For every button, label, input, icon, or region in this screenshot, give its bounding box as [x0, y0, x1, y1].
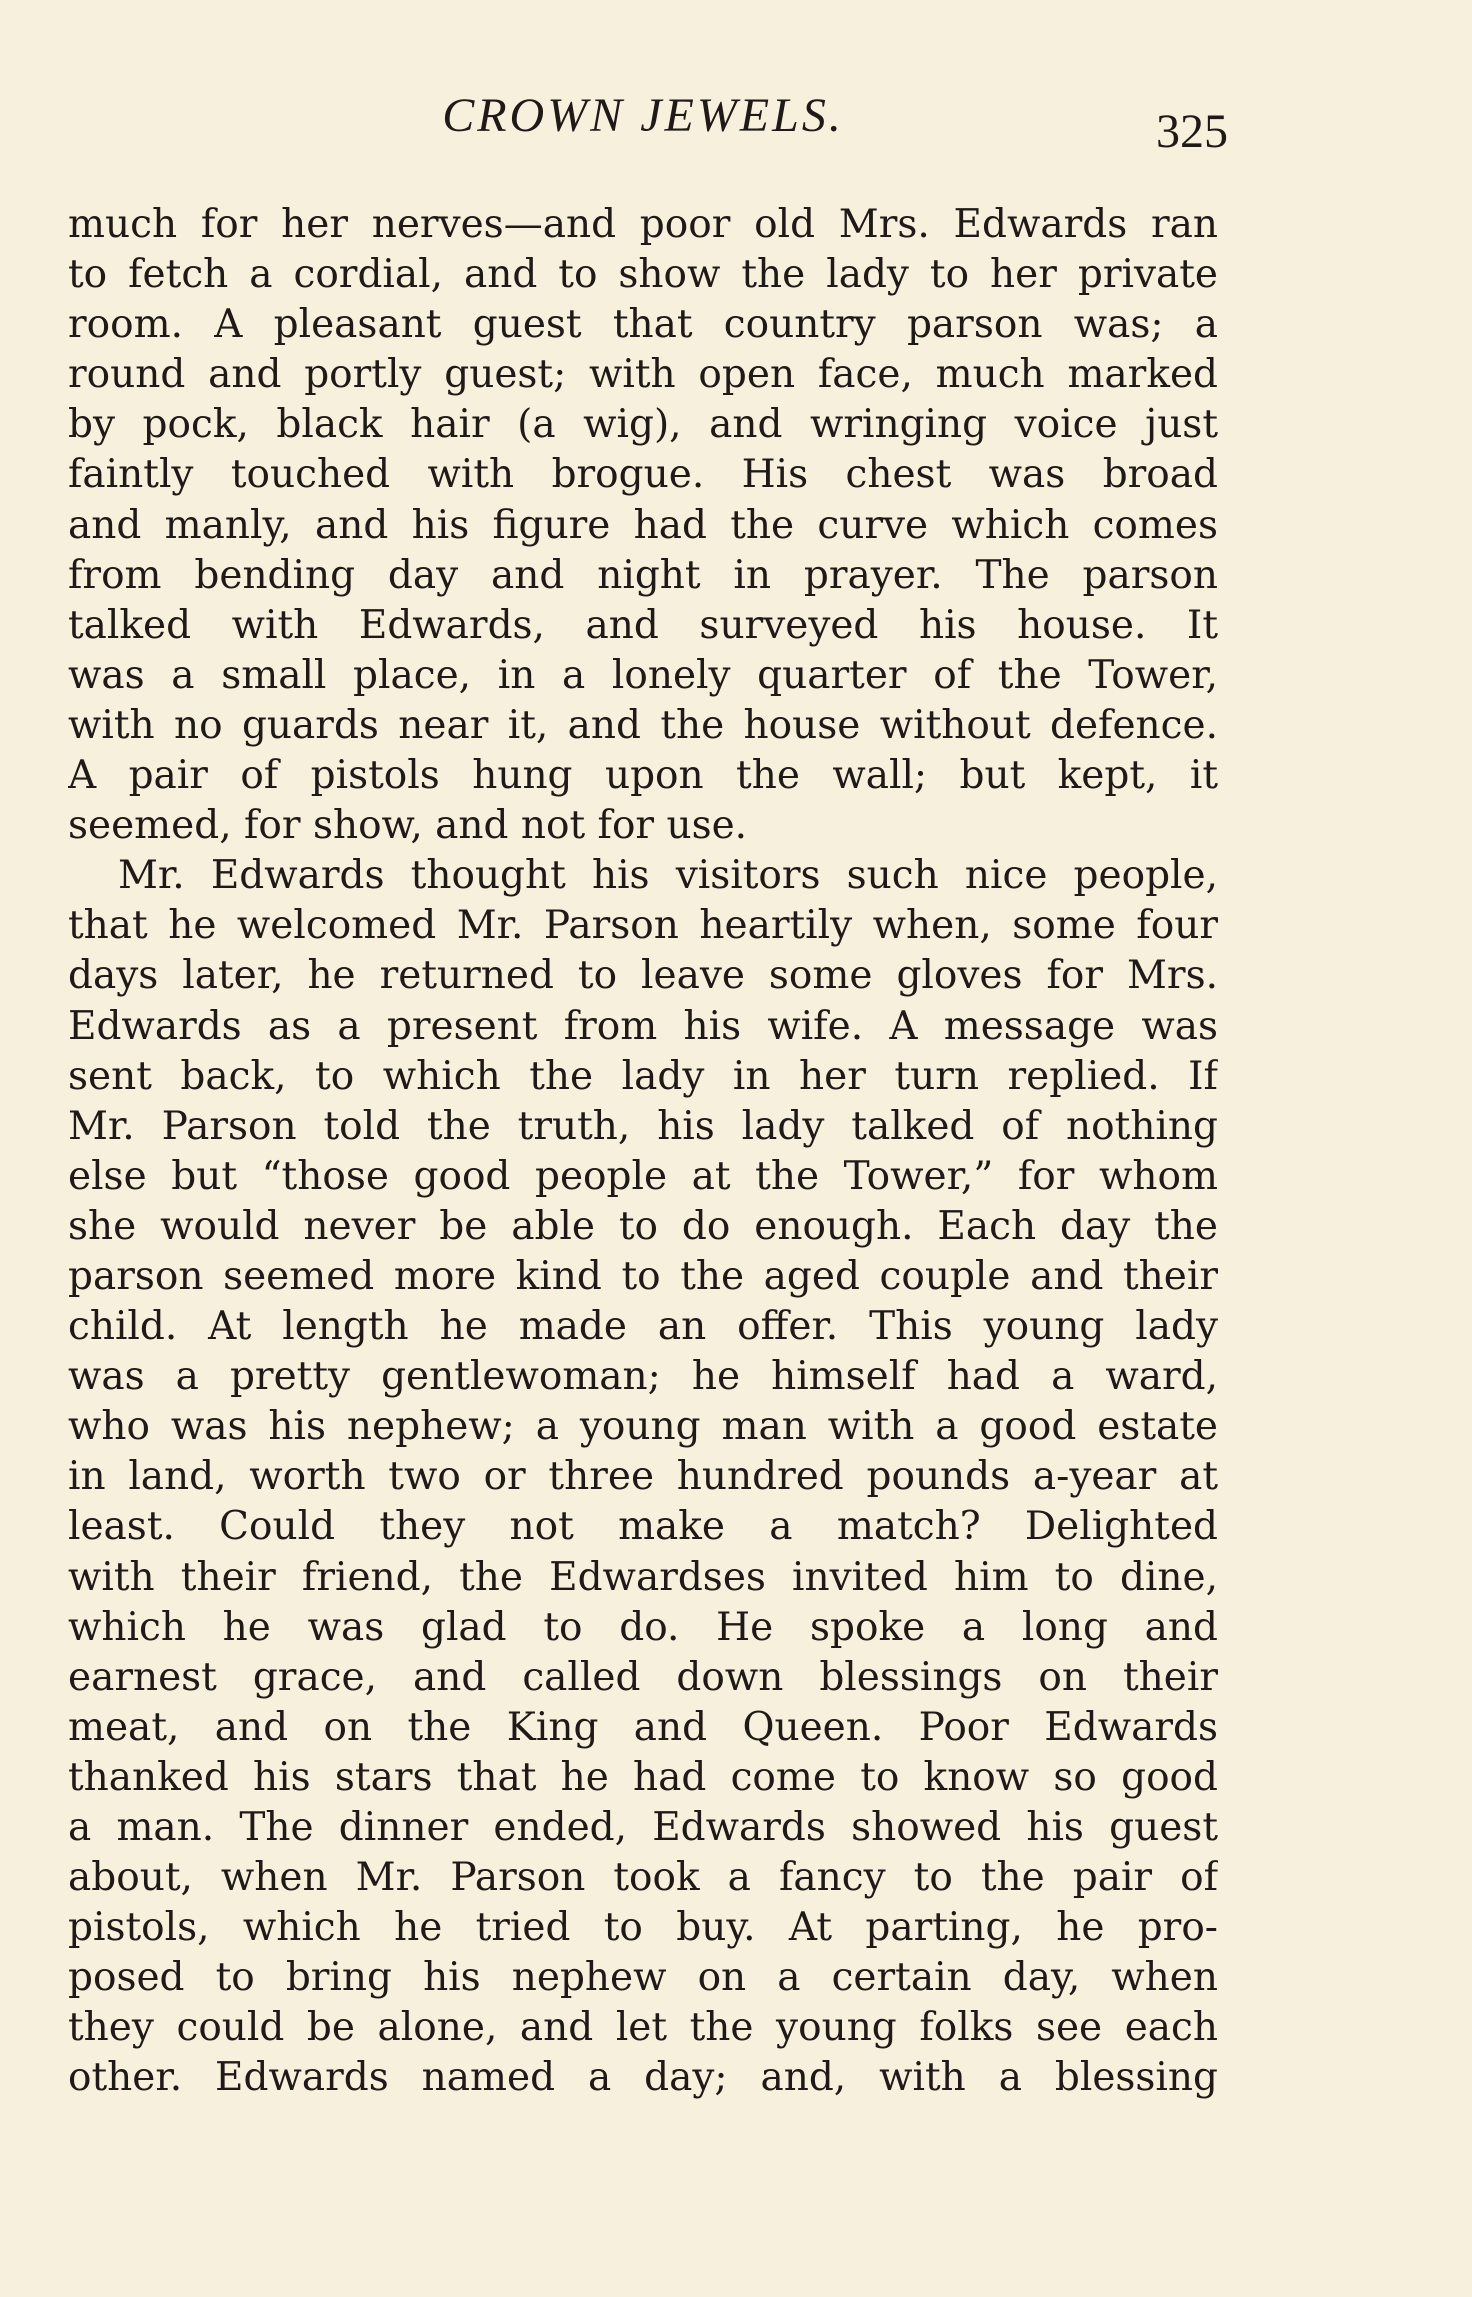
text-line: sent back, to which the lady in her turn replied. If	[68, 1053, 1218, 1099]
text-line: thanked his stars that he had come to know so good	[68, 1754, 1218, 1800]
text-line: and manly, and his figure had the curve which comes	[68, 502, 1218, 548]
text-line: was a pretty gentlewoman; he himself had a ward,	[68, 1354, 1218, 1400]
text-line: in land, worth two or three hundred pounds a-year at	[68, 1454, 1218, 1500]
text-line: which he was glad to do. He spoke a long and	[68, 1604, 1218, 1650]
text-line: a man. The dinner ended, Edwards showed his guest	[68, 1805, 1218, 1850]
text-line: with their friend, the Edwardses invited him to dine,	[68, 1554, 1218, 1600]
text-line: Mr. Edwards thought his visitors such nice people,	[118, 853, 1218, 899]
text-line: room. A pleasant guest that country parson was; a	[68, 302, 1218, 348]
text-line: least. Could they not make a match? Delighted	[68, 1504, 1218, 1550]
text-line: to fetch a cordial, and to show the lady to her private	[68, 252, 1218, 298]
text-line: A pair of pistols hung upon the wall; but kept, it	[68, 753, 1218, 799]
text-line: Edwards as a present from his wife. A message was	[68, 1003, 1218, 1049]
text-line: Mr. Parson told the truth, his lady talked of nothing	[68, 1103, 1218, 1149]
text-line: round and portly guest; with open face, much marked	[68, 352, 1218, 398]
text-line: pistols, which he tried to buy. At parting, he pro-	[68, 1905, 1218, 1951]
text-line: faintly touched with brogue. His chest was broad	[68, 452, 1218, 498]
text-line: by pock, black hair (a wig), and wringing voice just	[68, 402, 1218, 448]
text-line: child. At length he made an offer. This young lady	[68, 1304, 1218, 1350]
text-line: posed to bring his nephew on a certain day, when	[68, 1955, 1218, 2001]
text-line: that he welcomed Mr. Parson heartily when, some four	[68, 903, 1218, 949]
text-line: else but “those good people at the Tower,” for whom	[68, 1153, 1218, 1199]
text-line: parson seemed more kind to the aged couple and their	[68, 1253, 1218, 1299]
chapter-title: CROWN JEWELS.	[442, 89, 844, 142]
text-line: much for her nerves—and poor old Mrs. Edwards ran	[68, 202, 1218, 247]
body-text	[68, 200, 1218, 2104]
text-line: she would never be able to do enough. Each day the	[68, 1203, 1218, 1249]
text-line: who was his nephew; a young man with a good estate	[68, 1404, 1218, 1450]
text-line: with no guards near it, and the house without defence.	[68, 702, 1218, 748]
page-number: 325	[1156, 105, 1228, 158]
text-line: talked with Edwards, and surveyed his house. It	[68, 602, 1218, 648]
text-line: they could be alone, and let the young folks see each	[68, 2005, 1218, 2051]
text-line: meat, and on the King and Queen. Poor Edwards	[68, 1704, 1218, 1750]
text-line: was a small place, in a lonely quarter of the Tower,	[68, 652, 1218, 698]
text-line: seemed, for show, and not for use.	[68, 803, 748, 849]
text-line: about, when Mr. Parson took a fancy to the pair of	[68, 1855, 1218, 1901]
text-line: from bending day and night in prayer. The parson	[68, 552, 1218, 598]
running-head	[68, 89, 1228, 162]
text-line: other. Edwards named a day; and, with a blessing	[68, 2055, 1218, 2101]
text-line: days later, he returned to leave some gloves for Mrs.	[68, 953, 1218, 999]
text-line: earnest grace, and called down blessings on their	[68, 1654, 1218, 1700]
